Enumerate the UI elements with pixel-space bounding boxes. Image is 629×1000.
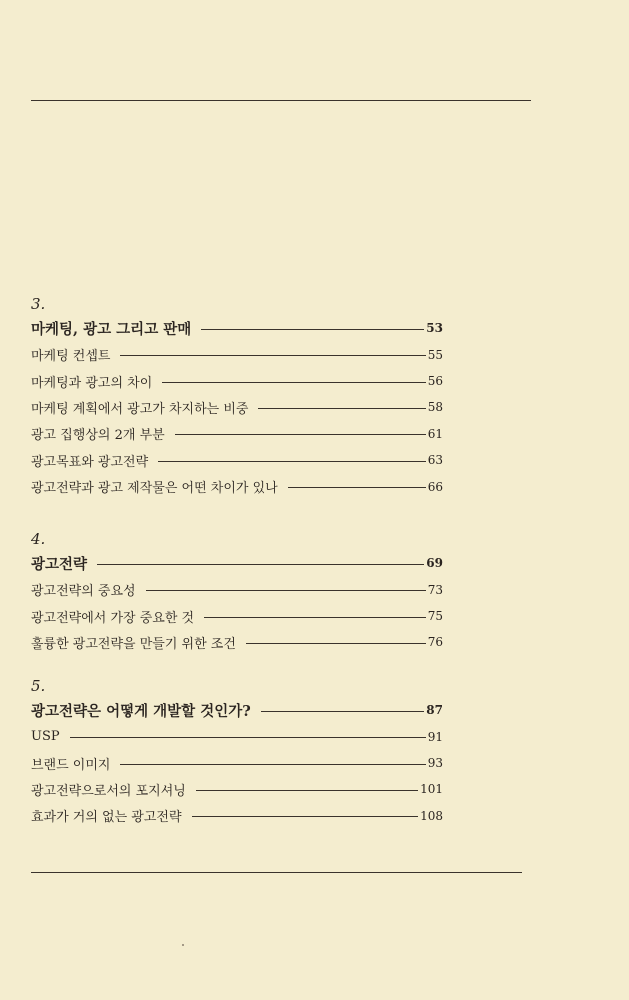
toc-entry-chapter[interactable] — [31, 550, 443, 577]
leader-line — [196, 790, 418, 791]
entry-page: 63 — [427, 453, 443, 468]
section-number: 4. — [31, 530, 46, 548]
entry-page: 101 — [420, 782, 443, 797]
entry-title: 마케팅, 광고 그리고 판매 — [31, 320, 192, 338]
entry-title: 광고전략과 광고 제작물은 어떤 차이가 있나 — [31, 481, 278, 497]
entry-title: 광고전략에서 가장 중요한 것 — [31, 610, 195, 626]
entry-title: 마케팅 컨셉트 — [31, 349, 111, 365]
toc-entry[interactable] — [31, 394, 443, 420]
toc-entry-chapter[interactable] — [31, 315, 443, 342]
top-rule — [31, 100, 531, 101]
toc-entry[interactable] — [31, 750, 443, 776]
entry-page: 73 — [427, 582, 443, 597]
entry-title: 광고 집행상의 2개 부분 — [31, 428, 165, 444]
leader-line — [120, 355, 425, 356]
leader-line — [261, 711, 425, 712]
entry-page: 93 — [427, 756, 443, 771]
toc-section-4 — [31, 530, 443, 656]
toc-entry[interactable] — [31, 803, 443, 829]
entry-page: 75 — [427, 609, 443, 624]
entry-page: 58 — [427, 400, 443, 415]
leader-line — [192, 816, 419, 817]
entry-title: 광고전략으로서의 포지셔닝 — [31, 783, 186, 799]
entry-page: 76 — [427, 635, 443, 650]
entry-page: 55 — [427, 347, 443, 362]
entry-title: 훌륭한 광고전략을 만들기 위한 조건 — [31, 636, 236, 652]
entry-title: 광고목표와 광고전략 — [31, 454, 149, 470]
leader-line — [258, 408, 425, 409]
toc-entry[interactable] — [31, 368, 443, 394]
paper-speck — [182, 944, 184, 946]
leader-line — [70, 737, 426, 738]
entry-title: 브랜드 이미지 — [31, 757, 111, 773]
bottom-rule — [31, 872, 522, 873]
leader-line — [162, 382, 425, 383]
toc-entry[interactable] — [31, 603, 443, 629]
entry-title: 광고전략은 어떻게 개발할 것인가? — [31, 702, 251, 720]
toc-entry[interactable] — [31, 629, 443, 655]
entry-page: 53 — [426, 321, 443, 336]
toc-entry[interactable] — [31, 421, 443, 447]
leader-line — [120, 764, 425, 765]
leader-line — [246, 643, 426, 644]
entry-title: USP — [31, 729, 60, 745]
toc-section-5 — [31, 677, 443, 829]
toc-section-3 — [31, 295, 443, 500]
entry-title: 광고전략의 중요성 — [31, 584, 136, 600]
entry-page: 56 — [427, 374, 443, 389]
leader-line — [288, 487, 426, 488]
entry-page: 91 — [427, 729, 443, 744]
leader-line — [97, 564, 424, 565]
section-number: 3. — [31, 295, 46, 313]
entry-title: 마케팅과 광고의 차이 — [31, 375, 153, 391]
toc-entry[interactable] — [31, 473, 443, 499]
leader-line — [204, 617, 426, 618]
entry-page: 108 — [420, 808, 443, 823]
entry-page: 61 — [427, 426, 443, 441]
leader-line — [201, 329, 424, 330]
toc-entry-chapter[interactable] — [31, 697, 443, 724]
entry-page: 69 — [426, 556, 443, 571]
entry-title: 효과가 거의 없는 광고전략 — [31, 810, 182, 826]
entry-page: 66 — [427, 479, 443, 494]
entry-page: 87 — [426, 703, 443, 718]
toc-entry[interactable] — [31, 342, 443, 368]
toc-entry[interactable] — [31, 724, 443, 750]
toc-entry[interactable] — [31, 776, 443, 802]
toc-entry[interactable] — [31, 447, 443, 473]
entry-title: 광고전략 — [31, 555, 88, 573]
leader-line — [146, 590, 426, 591]
leader-line — [175, 434, 426, 435]
toc-entry[interactable] — [31, 577, 443, 603]
entry-title: 마케팅 계획에서 광고가 차지하는 비중 — [31, 401, 249, 417]
leader-line — [158, 461, 426, 462]
section-number: 5. — [31, 677, 46, 695]
